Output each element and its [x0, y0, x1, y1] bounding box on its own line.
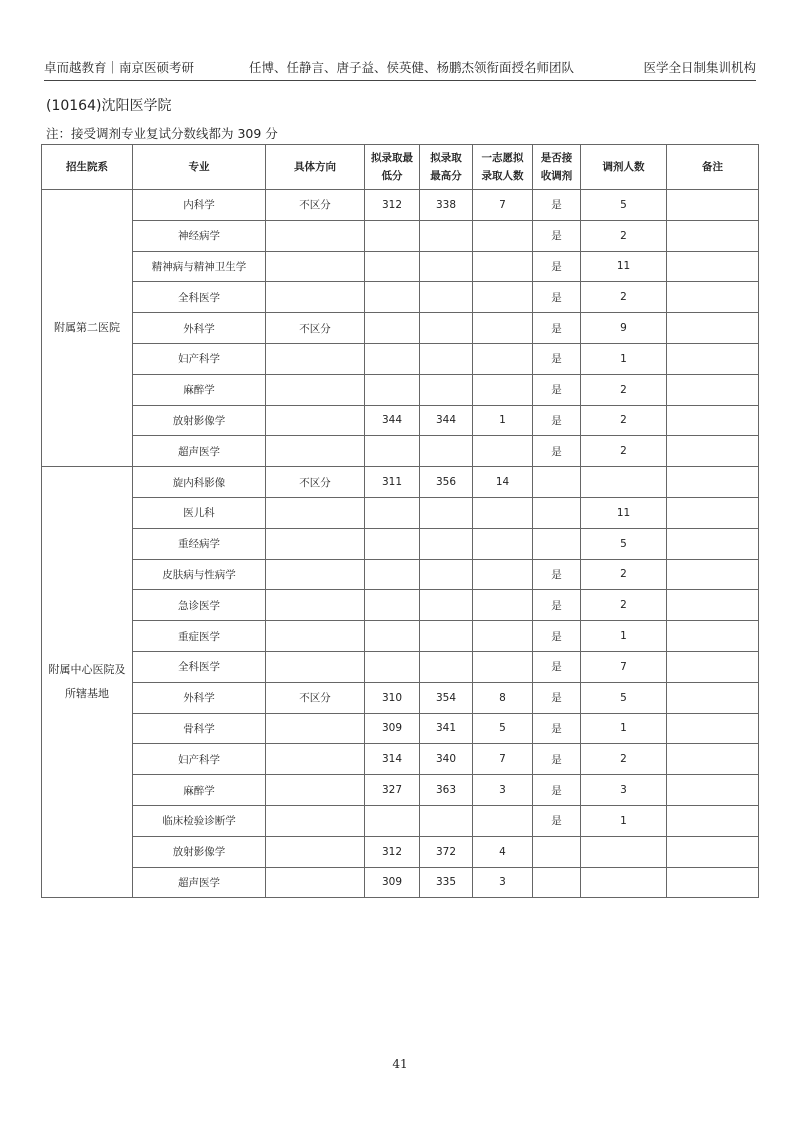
header-left: 卓而越教育｜南京医硕考研 [44, 60, 195, 75]
remark-cell [667, 528, 759, 559]
direction-cell [266, 836, 365, 867]
admission-table [41, 144, 759, 898]
major-cell: 临床检验诊断学 [133, 805, 266, 836]
remark-cell [667, 682, 759, 713]
direction-cell [266, 220, 365, 251]
direction-cell: 不区分 [266, 190, 365, 221]
page-number: 41 [392, 1057, 408, 1071]
table-row [42, 436, 759, 467]
min-score-cell [365, 374, 420, 405]
max-score-cell [420, 282, 473, 313]
direction-cell [266, 867, 365, 898]
min-score-cell: 312 [365, 190, 420, 221]
accept-transfer-cell: 是 [533, 313, 581, 344]
header-remark: 备注 [667, 145, 759, 190]
direction-cell: 不区分 [266, 313, 365, 344]
accept-transfer-cell: 是 [533, 436, 581, 467]
direction-cell [266, 590, 365, 621]
accept-transfer-cell: 是 [533, 251, 581, 282]
remark-cell [667, 775, 759, 806]
max-score-cell: 354 [420, 682, 473, 713]
first-choice-cell [473, 251, 533, 282]
first-choice-cell: 3 [473, 775, 533, 806]
remark-cell [667, 651, 759, 682]
min-score-cell [365, 528, 420, 559]
max-score-cell: 335 [420, 867, 473, 898]
first-choice-cell [473, 374, 533, 405]
major-cell: 放射影像学 [133, 405, 266, 436]
transfer-count-cell: 2 [581, 405, 667, 436]
accept-transfer-cell: 是 [533, 374, 581, 405]
header-dept: 招生院系 [42, 145, 133, 190]
accept-transfer-cell: 是 [533, 405, 581, 436]
major-cell: 外科学 [133, 682, 266, 713]
accept-transfer-cell [533, 867, 581, 898]
max-score-cell [420, 497, 473, 528]
max-score-cell [420, 805, 473, 836]
header-major: 专业 [133, 145, 266, 190]
accept-transfer-cell [533, 467, 581, 498]
first-choice-cell: 1 [473, 405, 533, 436]
max-score-cell: 344 [420, 405, 473, 436]
header-right: 医学全日制集训机构 [643, 60, 756, 75]
accept-transfer-cell: 是 [533, 190, 581, 221]
table-header-row [42, 145, 759, 190]
first-choice-cell [473, 805, 533, 836]
transfer-count-cell: 5 [581, 190, 667, 221]
first-choice-cell: 7 [473, 744, 533, 775]
accept-transfer-cell: 是 [533, 651, 581, 682]
max-score-cell: 356 [420, 467, 473, 498]
transfer-count-cell: 1 [581, 343, 667, 374]
transfer-count-cell: 2 [581, 282, 667, 313]
table-row [42, 343, 759, 374]
transfer-count-cell [581, 867, 667, 898]
header-first-line1: 一志愿拟 [481, 152, 524, 164]
accept-transfer-cell [533, 528, 581, 559]
table-row [42, 867, 759, 898]
major-cell: 外科学 [133, 313, 266, 344]
accept-transfer-cell [533, 836, 581, 867]
major-cell: 急诊医学 [133, 590, 266, 621]
major-cell: 精神病与精神卫生学 [133, 251, 266, 282]
first-choice-cell [473, 621, 533, 652]
table-row [42, 744, 759, 775]
transfer-count-cell: 5 [581, 528, 667, 559]
direction-cell: 不区分 [266, 682, 365, 713]
accept-transfer-cell: 是 [533, 805, 581, 836]
first-choice-cell: 5 [473, 713, 533, 744]
header-direction: 具体方向 [266, 145, 365, 190]
max-score-cell: 340 [420, 744, 473, 775]
major-cell: 重症医学 [133, 621, 266, 652]
transfer-note: 注：接受调剂专业复试分数线都为 309 分 [46, 126, 278, 141]
table-row [42, 836, 759, 867]
min-score-cell: 310 [365, 682, 420, 713]
accept-transfer-cell: 是 [533, 343, 581, 374]
transfer-count-cell: 2 [581, 374, 667, 405]
major-cell: 超声医学 [133, 436, 266, 467]
major-cell: 超声医学 [133, 867, 266, 898]
accept-transfer-cell [533, 497, 581, 528]
remark-cell [667, 836, 759, 867]
table-row [42, 282, 759, 313]
accept-transfer-cell: 是 [533, 713, 581, 744]
table-row [42, 528, 759, 559]
school-title: (10164)沈阳医学院 [46, 98, 172, 114]
transfer-count-cell: 2 [581, 436, 667, 467]
first-choice-cell: 4 [473, 836, 533, 867]
transfer-count-cell: 11 [581, 251, 667, 282]
min-score-cell: 312 [365, 836, 420, 867]
min-score-cell [365, 251, 420, 282]
remark-cell [667, 251, 759, 282]
table-row [42, 775, 759, 806]
remark-cell [667, 805, 759, 836]
direction-cell [266, 775, 365, 806]
first-choice-cell [473, 528, 533, 559]
direction-cell [266, 651, 365, 682]
remark-cell [667, 313, 759, 344]
min-score-cell: 314 [365, 744, 420, 775]
remark-cell [667, 343, 759, 374]
transfer-count-cell: 9 [581, 313, 667, 344]
max-score-cell [420, 436, 473, 467]
first-choice-cell [473, 343, 533, 374]
remark-cell [667, 867, 759, 898]
table-row [42, 190, 759, 221]
transfer-count-cell: 2 [581, 744, 667, 775]
header-center: 任博、任静言、唐子益、侯英健、杨鹏杰领衔面授名师团队 [249, 60, 575, 75]
max-score-cell [420, 220, 473, 251]
min-score-cell [365, 805, 420, 836]
transfer-count-cell: 1 [581, 805, 667, 836]
min-score-cell [365, 497, 420, 528]
min-score-cell: 344 [365, 405, 420, 436]
direction-cell [266, 405, 365, 436]
max-score-cell: 338 [420, 190, 473, 221]
remark-cell [667, 559, 759, 590]
first-choice-cell: 14 [473, 467, 533, 498]
transfer-count-cell: 1 [581, 713, 667, 744]
header-accept-line1: 是否接 [540, 152, 573, 164]
remark-cell [667, 190, 759, 221]
remark-cell [667, 713, 759, 744]
accept-transfer-cell: 是 [533, 744, 581, 775]
table-row [42, 590, 759, 621]
header-transfer-count: 调剂人数 [581, 145, 667, 190]
min-score-cell [365, 313, 420, 344]
remark-cell [667, 590, 759, 621]
header-min-score [365, 145, 420, 190]
first-choice-cell [473, 313, 533, 344]
transfer-count-cell: 7 [581, 651, 667, 682]
page-header [44, 58, 756, 78]
direction-cell [266, 713, 365, 744]
transfer-count-cell: 2 [581, 220, 667, 251]
min-score-cell [365, 621, 420, 652]
direction-cell [266, 343, 365, 374]
table-body [42, 190, 759, 898]
dept-cell: 附属第二医院 [42, 190, 133, 467]
dept-cell [42, 467, 133, 898]
remark-cell [667, 497, 759, 528]
direction-cell [266, 528, 365, 559]
header-divider [44, 80, 756, 81]
direction-cell [266, 621, 365, 652]
header-min-line2: 低分 [381, 170, 403, 182]
accept-transfer-cell: 是 [533, 621, 581, 652]
first-choice-cell [473, 220, 533, 251]
accept-transfer-cell: 是 [533, 775, 581, 806]
transfer-count-cell [581, 467, 667, 498]
direction-cell [266, 436, 365, 467]
max-score-cell [420, 528, 473, 559]
table-row [42, 559, 759, 590]
dept-line2: 所辖基地 [65, 687, 109, 701]
major-cell: 医儿科 [133, 497, 266, 528]
major-cell: 妇产科学 [133, 744, 266, 775]
min-score-cell [365, 559, 420, 590]
max-score-cell: 363 [420, 775, 473, 806]
remark-cell [667, 374, 759, 405]
max-score-cell [420, 590, 473, 621]
direction-cell [266, 282, 365, 313]
dept-line1: 附属中心医院及 [48, 663, 126, 677]
remark-cell [667, 744, 759, 775]
first-choice-cell [473, 651, 533, 682]
major-cell: 重经病学 [133, 528, 266, 559]
direction-cell [266, 805, 365, 836]
table-row [42, 220, 759, 251]
min-score-cell [365, 343, 420, 374]
direction-cell [266, 251, 365, 282]
first-choice-cell: 7 [473, 190, 533, 221]
major-cell: 全科医学 [133, 651, 266, 682]
min-score-cell: 311 [365, 467, 420, 498]
max-score-cell: 341 [420, 713, 473, 744]
header-accept-line2: 收调剂 [540, 170, 573, 182]
table-row [42, 497, 759, 528]
max-score-cell [420, 374, 473, 405]
min-score-cell [365, 436, 420, 467]
max-score-cell [420, 651, 473, 682]
direction-cell [266, 559, 365, 590]
direction-cell [266, 374, 365, 405]
transfer-count-cell: 5 [581, 682, 667, 713]
major-cell: 内科学 [133, 190, 266, 221]
remark-cell [667, 436, 759, 467]
direction-cell [266, 497, 365, 528]
header-first-line2: 录取人数 [481, 170, 524, 182]
max-score-cell [420, 343, 473, 374]
table-row [42, 713, 759, 744]
first-choice-cell [473, 436, 533, 467]
first-choice-cell [473, 590, 533, 621]
first-choice-cell [473, 282, 533, 313]
transfer-count-cell: 2 [581, 590, 667, 621]
min-score-cell: 327 [365, 775, 420, 806]
major-cell: 全科医学 [133, 282, 266, 313]
transfer-count-cell: 3 [581, 775, 667, 806]
max-score-cell [420, 251, 473, 282]
major-cell: 放射影像学 [133, 836, 266, 867]
max-score-cell: 372 [420, 836, 473, 867]
transfer-count-cell: 11 [581, 497, 667, 528]
min-score-cell [365, 651, 420, 682]
min-score-cell [365, 282, 420, 313]
table-row [42, 251, 759, 282]
remark-cell [667, 621, 759, 652]
accept-transfer-cell: 是 [533, 682, 581, 713]
table-row [42, 405, 759, 436]
accept-transfer-cell: 是 [533, 220, 581, 251]
remark-cell [667, 467, 759, 498]
header-max-line1: 拟录取 [430, 152, 462, 164]
min-score-cell: 309 [365, 867, 420, 898]
accept-transfer-cell: 是 [533, 590, 581, 621]
table-row [42, 467, 759, 498]
major-cell: 骨科学 [133, 713, 266, 744]
remark-cell [667, 405, 759, 436]
header-first-choice [473, 145, 533, 190]
max-score-cell [420, 621, 473, 652]
first-choice-cell [473, 497, 533, 528]
transfer-count-cell [581, 836, 667, 867]
header-accept-transfer [533, 145, 581, 190]
direction-cell: 不区分 [266, 467, 365, 498]
first-choice-cell: 8 [473, 682, 533, 713]
table-row [42, 374, 759, 405]
table-row [42, 621, 759, 652]
first-choice-cell [473, 559, 533, 590]
accept-transfer-cell: 是 [533, 282, 581, 313]
min-score-cell: 309 [365, 713, 420, 744]
remark-cell [667, 282, 759, 313]
major-cell: 麻醉学 [133, 374, 266, 405]
table-row [42, 313, 759, 344]
direction-cell [266, 744, 365, 775]
major-cell: 麻醉学 [133, 775, 266, 806]
major-cell: 皮肤病与性病学 [133, 559, 266, 590]
major-cell: 神经病学 [133, 220, 266, 251]
header-max-score [420, 145, 473, 190]
major-cell: 旋内科影像 [133, 467, 266, 498]
first-choice-cell: 3 [473, 867, 533, 898]
major-cell: 妇产科学 [133, 343, 266, 374]
min-score-cell [365, 220, 420, 251]
accept-transfer-cell: 是 [533, 559, 581, 590]
transfer-count-cell: 2 [581, 559, 667, 590]
min-score-cell [365, 590, 420, 621]
header-max-line2: 最高分 [430, 170, 462, 182]
max-score-cell [420, 313, 473, 344]
table-row [42, 805, 759, 836]
transfer-count-cell: 1 [581, 621, 667, 652]
header-min-line1: 拟录取最 [371, 152, 413, 164]
remark-cell [667, 220, 759, 251]
table-row [42, 651, 759, 682]
max-score-cell [420, 559, 473, 590]
table-row [42, 682, 759, 713]
